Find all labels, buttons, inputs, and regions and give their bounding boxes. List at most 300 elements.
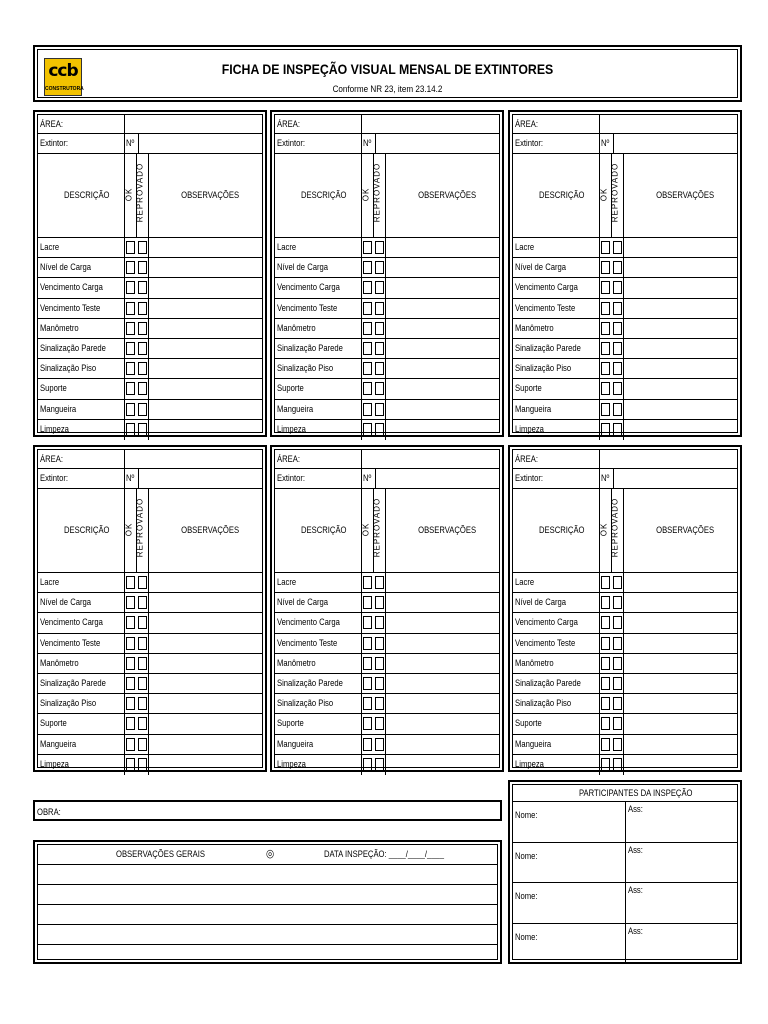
checklist-row (275, 299, 499, 319)
col-ok: OK (361, 522, 371, 537)
ok-checkbox[interactable] (126, 322, 135, 335)
observation-cell[interactable] (149, 258, 262, 277)
observation-cell[interactable] (386, 634, 499, 653)
reprovado-checkbox[interactable] (613, 596, 622, 609)
observation-cell[interactable] (386, 573, 499, 592)
ok-checkbox[interactable] (363, 403, 372, 416)
reprovado-checkbox[interactable] (613, 717, 622, 730)
ok-checkbox[interactable] (601, 758, 610, 771)
col-reprovado: REPROVADO (135, 497, 145, 558)
item-label: Nível de Carga (515, 262, 567, 273)
checklist-row (275, 420, 499, 440)
ok-checkbox[interactable] (601, 637, 610, 650)
area-label: ÁREA: (277, 119, 300, 129)
reprovado-checkbox[interactable] (375, 261, 384, 274)
logo-subtext: CONSTRUTORA (45, 86, 84, 92)
extintor-row[interactable] (275, 469, 499, 489)
reprovado-checkbox[interactable] (138, 677, 147, 690)
reprovado-checkbox[interactable] (375, 322, 384, 335)
observation-cell[interactable] (386, 735, 499, 754)
ok-checkbox[interactable] (601, 362, 610, 375)
observation-cell[interactable] (386, 674, 499, 693)
checklist-row (275, 613, 499, 633)
col-reprovado: REPROVADO (610, 497, 620, 558)
col-descricao: DESCRIÇÃO (301, 190, 347, 200)
reprovado-checkbox[interactable] (375, 616, 384, 629)
item-label: Vencimento Teste (277, 637, 338, 648)
numero-label: Nº (363, 138, 372, 148)
reprovado-checkbox[interactable] (138, 657, 147, 670)
reprovado-checkbox[interactable] (138, 241, 147, 254)
item-label: Sinalização Piso (515, 363, 572, 374)
ok-checkbox[interactable] (601, 382, 610, 395)
observation-line[interactable] (38, 925, 497, 945)
checklist-row (513, 359, 737, 379)
page-title: FICHA DE INSPEÇÃO VISUAL MENSAL DE EXTINTORES (221, 61, 554, 77)
reprovado-checkbox[interactable] (613, 382, 622, 395)
ok-checkbox[interactable] (363, 261, 372, 274)
item-label: Vencimento Carga (515, 617, 578, 628)
observation-cell[interactable] (386, 613, 499, 632)
observation-cell[interactable] (624, 654, 737, 673)
ok-checkbox[interactable] (363, 677, 372, 690)
ok-checkbox[interactable] (126, 758, 135, 771)
checklist-row (38, 258, 262, 278)
observation-cell[interactable] (149, 238, 262, 257)
item-label: Limpeza (277, 758, 306, 769)
observation-cell[interactable] (624, 694, 737, 713)
participant-row[interactable] (513, 802, 737, 843)
reprovado-checkbox[interactable] (138, 616, 147, 629)
observation-cell[interactable] (149, 400, 262, 419)
extintor-row[interactable] (513, 469, 737, 489)
extintor-row[interactable] (513, 134, 737, 154)
checklist-row (38, 573, 262, 593)
checklist-row (275, 735, 499, 755)
observation-cell[interactable] (149, 359, 262, 378)
observation-cell[interactable] (386, 299, 499, 318)
reprovado-checkbox[interactable] (375, 342, 384, 355)
reprovado-checkbox[interactable] (138, 302, 147, 315)
col-observacoes: OBSERVAÇÕES (181, 525, 240, 535)
reprovado-checkbox[interactable] (375, 423, 384, 436)
item-label: Sinalização Piso (40, 698, 97, 709)
item-label: Nível de Carga (515, 597, 567, 608)
observation-cell[interactable] (149, 613, 262, 632)
ok-checkbox[interactable] (126, 616, 135, 629)
column-header-row (275, 489, 499, 573)
ok-checkbox[interactable] (601, 677, 610, 690)
observation-cell[interactable] (149, 420, 262, 440)
observation-cell[interactable] (624, 339, 737, 358)
observation-cell[interactable] (386, 258, 499, 277)
extintor-label: Extintor: (277, 138, 306, 148)
reprovado-checkbox[interactable] (613, 281, 622, 294)
item-label: Vencimento Teste (515, 637, 576, 648)
ok-checkbox[interactable] (126, 261, 135, 274)
inspection-block (270, 110, 504, 437)
observation-cell[interactable] (624, 299, 737, 318)
participant-row[interactable] (513, 843, 737, 884)
item-label: Sinalização Parede (515, 678, 581, 688)
observation-cell[interactable] (149, 379, 262, 398)
item-label: Lacre (40, 242, 60, 252)
observation-cell[interactable] (624, 379, 737, 398)
observation-cell[interactable] (149, 339, 262, 358)
reprovado-checkbox[interactable] (375, 677, 384, 690)
column-header-row (38, 489, 262, 573)
checklist-row (38, 674, 262, 694)
extintor-label: Extintor: (40, 473, 69, 483)
extintor-label: Extintor: (277, 473, 306, 483)
reprovado-checkbox[interactable] (138, 637, 147, 650)
observation-cell[interactable] (386, 379, 499, 398)
observation-cell[interactable] (149, 573, 262, 592)
checklist-row (513, 339, 737, 359)
extintor-row[interactable] (275, 134, 499, 154)
reprovado-checkbox[interactable] (375, 738, 384, 751)
col-ok: OK (124, 187, 134, 202)
ok-checkbox[interactable] (126, 241, 135, 254)
observation-cell[interactable] (624, 674, 737, 693)
item-label: Lacre (515, 242, 535, 252)
col-ok: OK (599, 522, 609, 537)
ass-label: Ass: (628, 885, 643, 895)
observation-cell[interactable] (624, 755, 737, 775)
observation-cell[interactable] (149, 755, 262, 775)
reprovado-checkbox[interactable] (138, 717, 147, 730)
area-label: ÁREA: (40, 454, 63, 464)
reprovado-checkbox[interactable] (138, 697, 147, 710)
checklist-row (38, 238, 262, 258)
ok-checkbox[interactable] (363, 241, 372, 254)
ok-checkbox[interactable] (363, 616, 372, 629)
ok-checkbox[interactable] (126, 403, 135, 416)
reprovado-checkbox[interactable] (375, 758, 384, 771)
item-label: Nível de Carga (277, 597, 329, 608)
ok-checkbox[interactable] (126, 738, 135, 751)
reprovado-checkbox[interactable] (613, 657, 622, 670)
ok-checkbox[interactable] (601, 616, 610, 629)
reprovado-checkbox[interactable] (613, 322, 622, 335)
ok-checkbox[interactable] (601, 281, 610, 294)
item-label: Limpeza (40, 423, 69, 434)
reprovado-checkbox[interactable] (375, 717, 384, 730)
ok-checkbox[interactable] (126, 717, 135, 730)
reprovado-checkbox[interactable] (613, 423, 622, 436)
ok-checkbox[interactable] (126, 342, 135, 355)
ass-label: Ass: (628, 804, 643, 814)
observation-cell[interactable] (386, 319, 499, 338)
checklist-row (513, 258, 737, 278)
ok-checkbox[interactable] (126, 677, 135, 690)
reprovado-checkbox[interactable] (375, 657, 384, 670)
ok-checkbox[interactable] (363, 342, 372, 355)
ok-checkbox[interactable] (363, 637, 372, 650)
reprovado-checkbox[interactable] (613, 241, 622, 254)
reprovado-checkbox[interactable] (613, 637, 622, 650)
observation-cell[interactable] (386, 339, 499, 358)
observation-cell[interactable] (386, 238, 499, 257)
observation-cell[interactable] (624, 238, 737, 257)
item-label: Suporte (277, 718, 304, 729)
numero-label: Nº (126, 138, 135, 148)
observation-cell[interactable] (624, 714, 737, 733)
observation-cell[interactable] (149, 634, 262, 653)
item-label: Vencimento Carga (515, 282, 578, 293)
reprovado-checkbox[interactable] (375, 382, 384, 395)
reprovado-checkbox[interactable] (613, 738, 622, 751)
observation-cell[interactable] (624, 593, 737, 612)
checklist-row (513, 613, 737, 633)
ok-checkbox[interactable] (601, 261, 610, 274)
reprovado-checkbox[interactable] (375, 697, 384, 710)
column-header-row (275, 154, 499, 238)
col-descricao: DESCRIÇÃO (539, 525, 585, 535)
checklist-row (275, 634, 499, 654)
reprovado-checkbox[interactable] (138, 322, 147, 335)
reprovado-checkbox[interactable] (138, 403, 147, 416)
item-label: Vencimento Teste (40, 637, 101, 648)
area-row[interactable] (513, 115, 737, 134)
observation-cell[interactable] (386, 400, 499, 419)
observation-cell[interactable] (624, 400, 737, 419)
ok-checkbox[interactable] (601, 576, 610, 589)
observation-cell[interactable] (386, 278, 499, 297)
ok-checkbox[interactable] (126, 596, 135, 609)
checklist-row (38, 714, 262, 734)
checklist-row (513, 573, 737, 593)
reprovado-checkbox[interactable] (613, 403, 622, 416)
checklist-row (38, 420, 262, 440)
numero-label: Nº (126, 473, 135, 483)
col-observacoes: OBSERVAÇÕES (418, 525, 477, 535)
reprovado-checkbox[interactable] (138, 738, 147, 751)
col-descricao: DESCRIÇÃO (301, 525, 347, 535)
observation-cell[interactable] (149, 319, 262, 338)
observation-cell[interactable] (386, 593, 499, 612)
ok-checkbox[interactable] (363, 281, 372, 294)
participant-row[interactable] (513, 883, 737, 924)
ok-checkbox[interactable] (601, 738, 610, 751)
observation-cell[interactable] (624, 359, 737, 378)
ok-checkbox[interactable] (363, 382, 372, 395)
checklist-row (513, 674, 737, 694)
ok-checkbox[interactable] (363, 362, 372, 375)
ok-checkbox[interactable] (363, 697, 372, 710)
observation-line[interactable] (38, 905, 497, 925)
observation-cell[interactable] (624, 613, 737, 632)
item-label: Suporte (40, 718, 67, 729)
logo-text: ccb (48, 61, 78, 81)
checklist-row (275, 694, 499, 714)
area-row[interactable] (38, 115, 262, 134)
reprovado-checkbox[interactable] (138, 758, 147, 771)
ok-checkbox[interactable] (126, 382, 135, 395)
col-ok: OK (361, 187, 371, 202)
ass-label: Ass: (628, 844, 643, 855)
ok-checkbox[interactable] (363, 717, 372, 730)
item-label: Mangueira (277, 738, 314, 749)
reprovado-checkbox[interactable] (375, 281, 384, 294)
observation-cell[interactable] (149, 654, 262, 673)
ok-checkbox[interactable] (601, 322, 610, 335)
observation-line[interactable] (38, 865, 497, 885)
ok-checkbox[interactable] (126, 697, 135, 710)
checklist-row (513, 400, 737, 420)
reprovado-checkbox[interactable] (138, 261, 147, 274)
observation-cell[interactable] (149, 714, 262, 733)
checklist-row (38, 339, 262, 359)
page-subtitle: Conforme NR 23, item 23.14.2 (332, 84, 443, 94)
ok-checkbox[interactable] (126, 576, 135, 589)
extintor-row[interactable] (38, 134, 262, 154)
area-row[interactable] (275, 115, 499, 134)
observation-cell[interactable] (149, 735, 262, 754)
inspection-block (270, 445, 504, 772)
checklist-row (38, 613, 262, 633)
ok-checkbox[interactable] (601, 241, 610, 254)
area-row[interactable] (38, 450, 262, 469)
reprovado-checkbox[interactable] (138, 576, 147, 589)
observation-cell[interactable] (386, 654, 499, 673)
checklist-row (38, 400, 262, 420)
reprovado-checkbox[interactable] (138, 382, 147, 395)
participant-row[interactable] (513, 924, 737, 965)
observation-cell[interactable] (386, 359, 499, 378)
numero-label: Nº (601, 138, 610, 148)
reprovado-checkbox[interactable] (613, 342, 622, 355)
ok-checkbox[interactable] (126, 657, 135, 670)
ok-checkbox[interactable] (601, 596, 610, 609)
area-label: ÁREA: (40, 119, 63, 129)
reprovado-checkbox[interactable] (375, 637, 384, 650)
item-label: Lacre (277, 577, 297, 587)
checklist-row (38, 299, 262, 319)
ok-checkbox[interactable] (363, 758, 372, 771)
reprovado-checkbox[interactable] (138, 281, 147, 294)
item-label: Lacre (40, 577, 60, 587)
reprovado-checkbox[interactable] (375, 241, 384, 254)
reprovado-checkbox[interactable] (613, 616, 622, 629)
reprovado-checkbox[interactable] (138, 596, 147, 609)
checklist-row (275, 339, 499, 359)
item-label: Sinalização Piso (40, 363, 97, 374)
checklist-row (38, 379, 262, 399)
checklist-row (513, 319, 737, 339)
ok-checkbox[interactable] (363, 322, 372, 335)
checklist-row (275, 755, 499, 775)
observation-cell[interactable] (624, 420, 737, 440)
ok-checkbox[interactable] (126, 281, 135, 294)
reprovado-checkbox[interactable] (375, 596, 384, 609)
ok-checkbox[interactable] (126, 302, 135, 315)
item-label: Sinalização Parede (277, 343, 343, 353)
checklist-row (275, 573, 499, 593)
checklist-row (513, 634, 737, 654)
item-label: Sinalização Piso (515, 698, 572, 709)
reprovado-checkbox[interactable] (375, 362, 384, 375)
ass-label: Ass: (628, 925, 643, 936)
ok-checkbox[interactable] (363, 302, 372, 315)
ok-checkbox[interactable] (126, 423, 135, 436)
observation-cell[interactable] (149, 299, 262, 318)
observation-line[interactable] (38, 885, 497, 905)
observation-cell[interactable] (149, 694, 262, 713)
checklist-row (275, 379, 499, 399)
obra-field[interactable] (33, 800, 502, 821)
ok-checkbox[interactable] (601, 403, 610, 416)
reprovado-checkbox[interactable] (613, 758, 622, 771)
reprovado-checkbox[interactable] (613, 576, 622, 589)
ok-checkbox[interactable] (363, 423, 372, 436)
reprovado-checkbox[interactable] (613, 302, 622, 315)
reprovado-checkbox[interactable] (613, 362, 622, 375)
reprovado-checkbox[interactable] (613, 261, 622, 274)
checklist-row (275, 319, 499, 339)
observation-cell[interactable] (624, 258, 737, 277)
participants-title: PARTICIPANTES DA INSPEÇÃO (579, 788, 693, 798)
observation-cell[interactable] (624, 319, 737, 338)
column-header-row (513, 154, 737, 238)
observation-cell[interactable] (386, 420, 499, 440)
ok-checkbox[interactable] (126, 362, 135, 375)
ok-checkbox[interactable] (601, 717, 610, 730)
ok-checkbox[interactable] (363, 657, 372, 670)
item-label: Manômetro (40, 322, 79, 333)
observation-line[interactable] (38, 945, 497, 962)
reprovado-checkbox[interactable] (138, 342, 147, 355)
observation-cell[interactable] (624, 634, 737, 653)
area-row[interactable] (513, 450, 737, 469)
checklist-row (275, 238, 499, 258)
reprovado-checkbox[interactable] (138, 423, 147, 436)
area-label: ÁREA: (277, 454, 300, 464)
ok-checkbox[interactable] (363, 576, 372, 589)
observation-cell[interactable] (149, 278, 262, 297)
observation-cell[interactable] (624, 735, 737, 754)
observation-cell[interactable] (149, 593, 262, 612)
ok-checkbox[interactable] (601, 697, 610, 710)
checklist-row (513, 420, 737, 440)
ok-checkbox[interactable] (363, 596, 372, 609)
item-label: Lacre (515, 577, 535, 587)
reprovado-checkbox[interactable] (613, 677, 622, 690)
inspection-block (33, 445, 267, 772)
observation-cell[interactable] (386, 755, 499, 775)
ok-checkbox[interactable] (601, 302, 610, 315)
ok-checkbox[interactable] (601, 657, 610, 670)
area-row[interactable] (275, 450, 499, 469)
observation-cell[interactable] (149, 674, 262, 693)
inspection-date-label[interactable]: DATA INSPEÇÃO: ____/____/____ (324, 849, 445, 859)
observation-cell[interactable] (386, 694, 499, 713)
observation-cell[interactable] (624, 573, 737, 592)
reprovado-checkbox[interactable] (138, 362, 147, 375)
reprovado-checkbox[interactable] (375, 302, 384, 315)
checklist-row (513, 593, 737, 613)
observation-cell[interactable] (624, 278, 737, 297)
ok-checkbox[interactable] (126, 637, 135, 650)
observation-cell[interactable] (386, 714, 499, 733)
ok-checkbox[interactable] (363, 738, 372, 751)
extintor-row[interactable] (38, 469, 262, 489)
ok-checkbox[interactable] (601, 423, 610, 436)
ok-checkbox[interactable] (601, 342, 610, 355)
reprovado-checkbox[interactable] (375, 576, 384, 589)
reprovado-checkbox[interactable] (375, 403, 384, 416)
reprovado-checkbox[interactable] (613, 697, 622, 710)
